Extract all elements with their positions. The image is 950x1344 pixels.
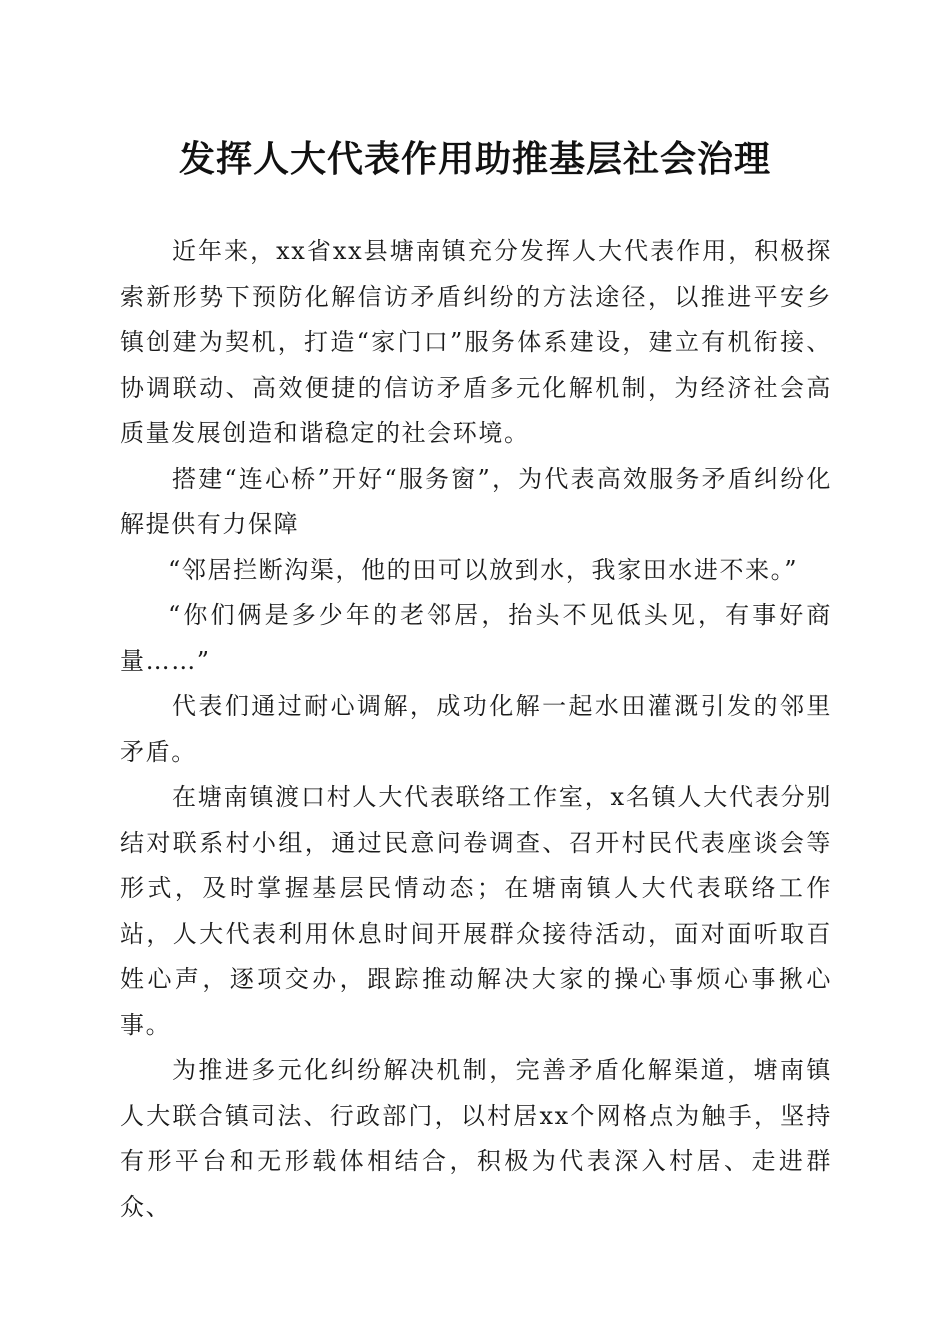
paragraph-quote-1: “邻居拦断沟渠，他的田可以放到水，我家田水进不来。” [168, 555, 799, 584]
paragraph-quote-2: “你们俩是多少年的老邻居，抬头不见低头见，有事好商量……” [120, 601, 832, 675]
paragraph-subheading: 搭建“连心桥”开好“服务窗”，为代表高效服务矛盾纠纷化解提供有力保障 [120, 464, 832, 538]
document-body [120, 229, 832, 1230]
paragraph-intro: 近年来，xx省xx县塘南镇充分发挥人大代表作用，积极探索新形势下预防化解信访矛盾纠纷的方法途径，以推进平安乡镇创建为契机，打造“家门口”服务体系建设，建立有机衔接、协调联动、高效便捷的信访矛盾多元化解机制，为经济社会高质量发展创造和谐稳定的社会环境。 [120, 237, 832, 447]
paragraph-mechanism: 为推进多元化纠纷解决机制，完善矛盾化解渠道，塘南镇人大联合镇司法、行政部门，以村居xx个网格点为触手，坚持有形平台和无形载体相结合，积极为代表深入村居、走进群众、 [120, 1056, 832, 1221]
paragraph-liaison: 在塘南镇渡口村人大代表联络工作室，x名镇人大代表分别结对联系村小组，通过民意问卷调查、召开村民代表座谈会等形式，及时掌握基层民情动态；在塘南镇人大代表联络工作站，人大代表利用休息时间开展群众接待活动，面对面听取百姓心声，逐项交办，跟踪推动解决大家的操心事烦心事揪心事。 [120, 783, 832, 1039]
paragraph-mediation: 代表们通过耐心调解，成功化解一起水田灌溉引发的邻里矛盾。 [120, 692, 832, 766]
document-title: 发挥人大代表作用助推基层社会治理 [178, 138, 771, 180]
